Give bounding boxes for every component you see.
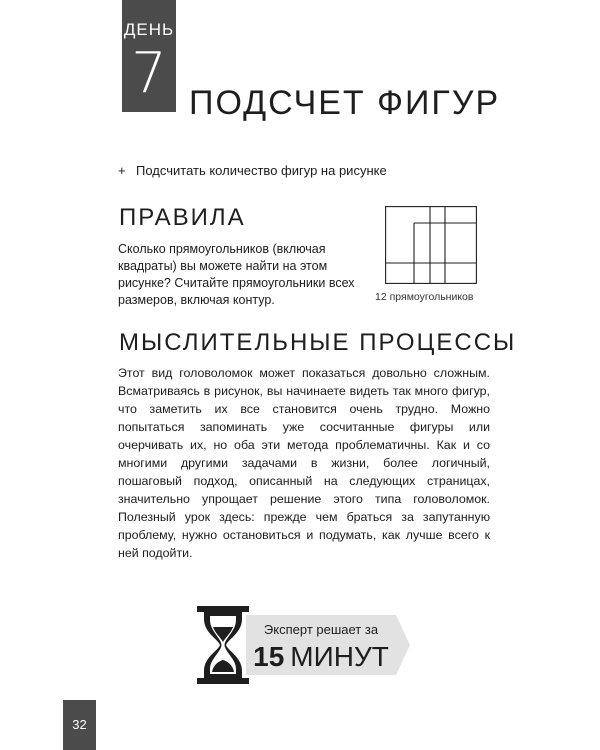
thinking-text: Этот вид головоломок может показаться довольно сложным. Всматриваясь в рисунок, вы начинаете видеть так много фигур, что заметить их все становится очень трудно. Можно попытаться запоминать уже сосчитанные фигуры или очерчивать их, но оба эти метода проблематичны. Как и со многими другими задачами в жизни, более логичный, пошаговый подход, описанный на следующих страницах, значительно упрощает решение этого типа головоломок. Полезный урок здесь: прежде чем браться за запутанную проблему, нужно остановиться и подумать, как лучше всего к ней подойти.: [118, 366, 490, 560]
day-badge: [122, 0, 176, 112]
page-title: ПОДСЧЕТ ФИГУР: [189, 84, 501, 122]
figure-outline: [386, 207, 477, 284]
page-number: 32: [63, 700, 96, 750]
minutes-unit: МИНУТ: [290, 641, 389, 672]
thinking-heading: МЫСЛИТЕЛЬНЫЕ ПРОЦЕССЫ: [119, 329, 517, 356]
rectangles-figure: [385, 206, 477, 284]
expert-timer: [195, 605, 410, 685]
timer-badge: [246, 615, 410, 675]
minutes-value: [246, 641, 396, 673]
rules-text: Сколько прямоугольников (включая квадраты) вы можете найти на этом рисунке? Считайте прямоугольники всех размеров, включая контур.: [118, 242, 355, 307]
task-text: Подсчитать количество фигур на рисунке: [136, 163, 387, 178]
rules-heading: ПРАВИЛА: [119, 204, 246, 231]
figure-caption: 12 прямоугольников: [375, 291, 474, 303]
task-line: [118, 163, 387, 178]
day-label: ДЕНЬ: [123, 20, 175, 39]
day-number: 7: [131, 41, 167, 106]
hourglass-icon: [195, 605, 251, 685]
expert-label: Эксперт решает за: [263, 622, 379, 637]
minutes-number: 15: [253, 641, 285, 672]
task-bullet: +: [118, 163, 126, 178]
